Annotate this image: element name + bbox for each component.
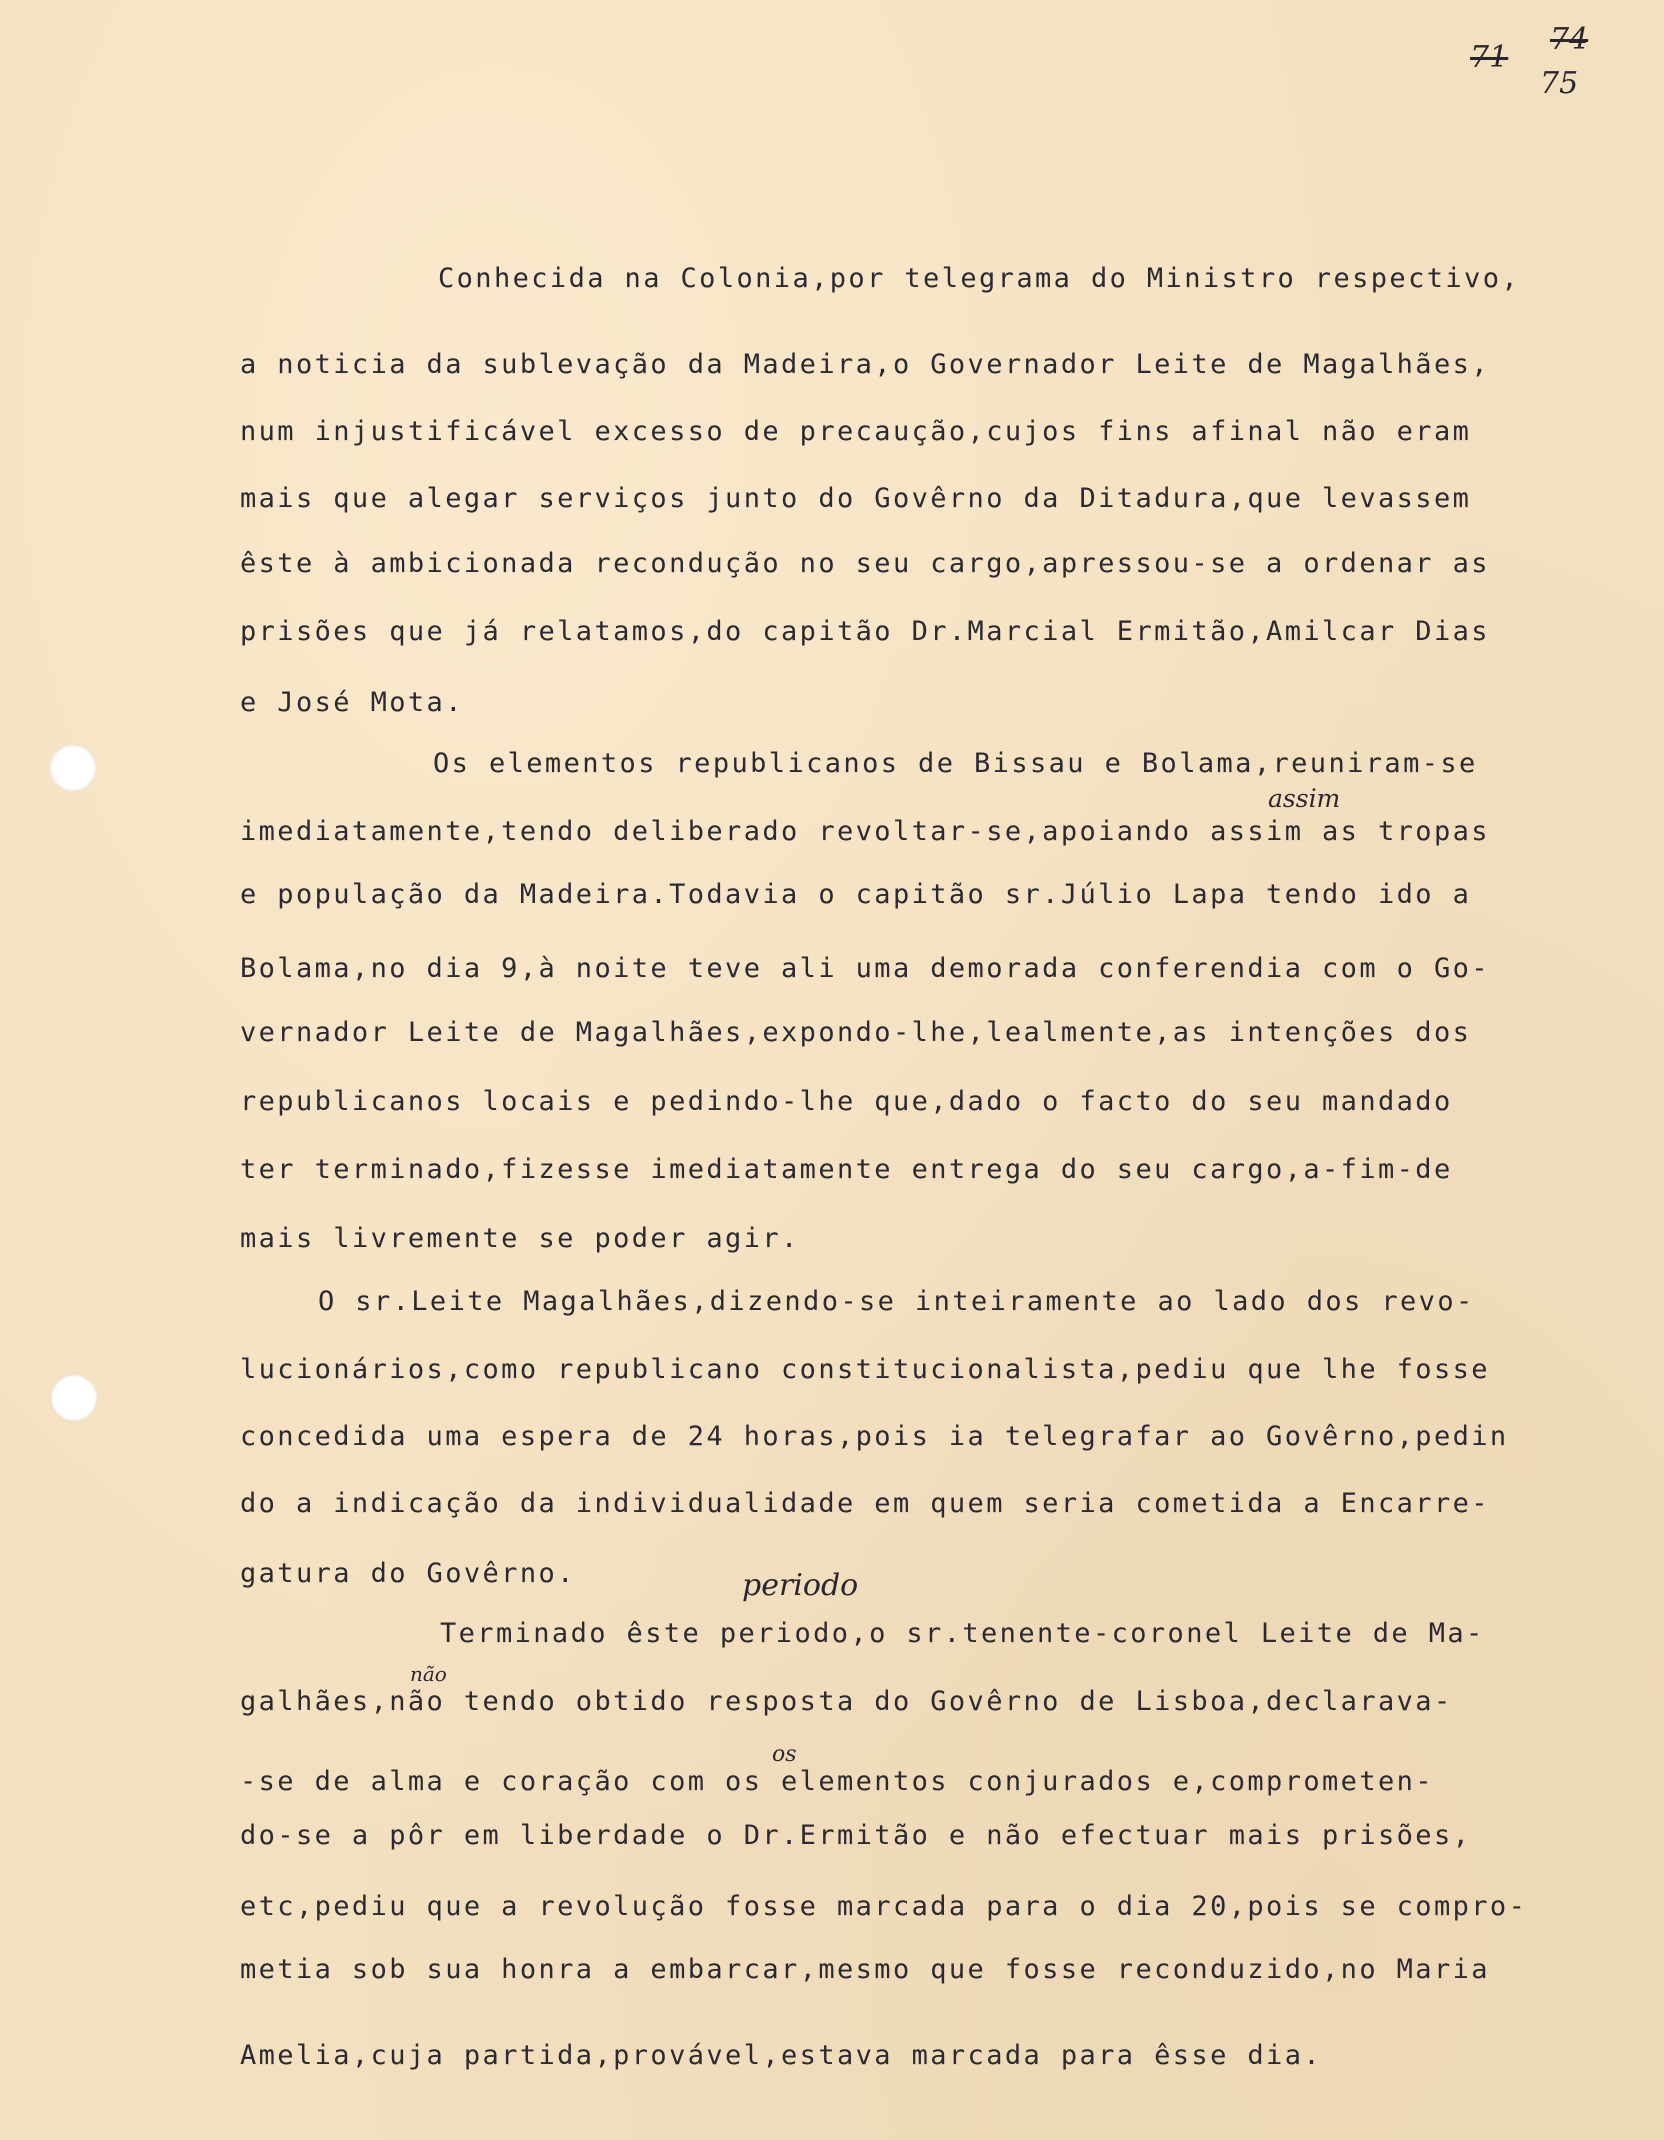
- text-line: concedida uma espera de 24 horas,pois ia telegrafar ao Govêrno,pedin: [240, 1421, 1509, 1452]
- text-line: Amelia,cuja partida,provável,estava marcada para êsse dia.: [240, 2040, 1323, 2071]
- text-line: galhães,não tendo obtido resposta do Govêrno de Lisboa,declarava-: [240, 1686, 1453, 1717]
- text-line: num injustificável excesso de precaução,cujos fins afinal não eram: [240, 416, 1472, 447]
- text-line: do-se a pôr em liberdade o Dr.Ermitão e não efectuar mais prisões,: [240, 1820, 1472, 1851]
- text-line: O sr.Leite Magalhães,dizendo-se inteiramente ao lado dos revo-: [318, 1286, 1475, 1317]
- text-line: imediatamente,tendo deliberado revoltar-se,apoiando assim as tropas: [240, 816, 1490, 847]
- text-line: Conhecida na Colonia,por telegrama do Ministro respectivo,: [438, 263, 1521, 294]
- text-line: Bolama,no dia 9,à noite teve ali uma demorada conferendia com o Go-: [240, 953, 1490, 984]
- text-line: Terminado êste periodo,o sr.tenente-coronel Leite de Ma-: [440, 1618, 1485, 1649]
- current-page-number: 75: [1540, 66, 1579, 101]
- text-line: mais livremente se poder agir.: [240, 1223, 800, 1254]
- text-line: e população da Madeira.Todavia o capitão sr.Júlio Lapa tendo ido a: [240, 879, 1472, 910]
- handwritten-correction-nao: não: [410, 1662, 447, 1686]
- struck-page-number-1: 71: [1470, 40, 1509, 75]
- text-line: do a indicação da individualidade em quem seria cometida a Encarre-: [240, 1488, 1490, 1519]
- text-line: metia sob sua honra a embarcar,mesmo que fosse reconduzido,no Maria: [240, 1954, 1490, 1985]
- text-line: lucionários,como republicano constitucionalista,pediu que lhe fosse: [240, 1354, 1490, 1385]
- text-line: a noticia da sublevação da Madeira,o Governador Leite de Magalhães,: [240, 349, 1490, 380]
- text-line: etc,pediu que a revolução fosse marcada para o dia 20,pois se compro-: [240, 1891, 1528, 1922]
- text-line: Os elementos republicanos de Bissau e Bolama,reuniram-se: [433, 748, 1478, 779]
- handwritten-correction-periodo: periodo: [742, 1568, 859, 1603]
- text-line: republicanos locais e pedindo-lhe que,dado o facto do seu mandado: [240, 1086, 1453, 1117]
- text-line: e José Mota.: [240, 687, 464, 718]
- text-line: mais que alegar serviços junto do Govêrno da Ditadura,que levassem: [240, 483, 1472, 514]
- text-line: gatura do Govêrno.: [240, 1558, 576, 1589]
- text-line: prisões que já relatamos,do capitão Dr.Marcial Ermitão,Amilcar Dias: [240, 616, 1490, 647]
- text-line: -se de alma e coração com os elementos conjurados e,comprometen-: [240, 1766, 1434, 1797]
- text-line: ter terminado,fizesse imediatamente entrega do seu cargo,a-fim-de: [240, 1154, 1453, 1185]
- handwritten-correction-os: os: [772, 1742, 797, 1767]
- text-line: êste à ambicionada recondução no seu cargo,apressou-se a ordenar as: [240, 548, 1490, 579]
- handwritten-correction-assim: assim: [1268, 784, 1341, 813]
- struck-page-number-2: 74: [1550, 22, 1589, 57]
- text-line: vernador Leite de Magalhães,expondo-lhe,lealmente,as intenções dos: [240, 1017, 1472, 1048]
